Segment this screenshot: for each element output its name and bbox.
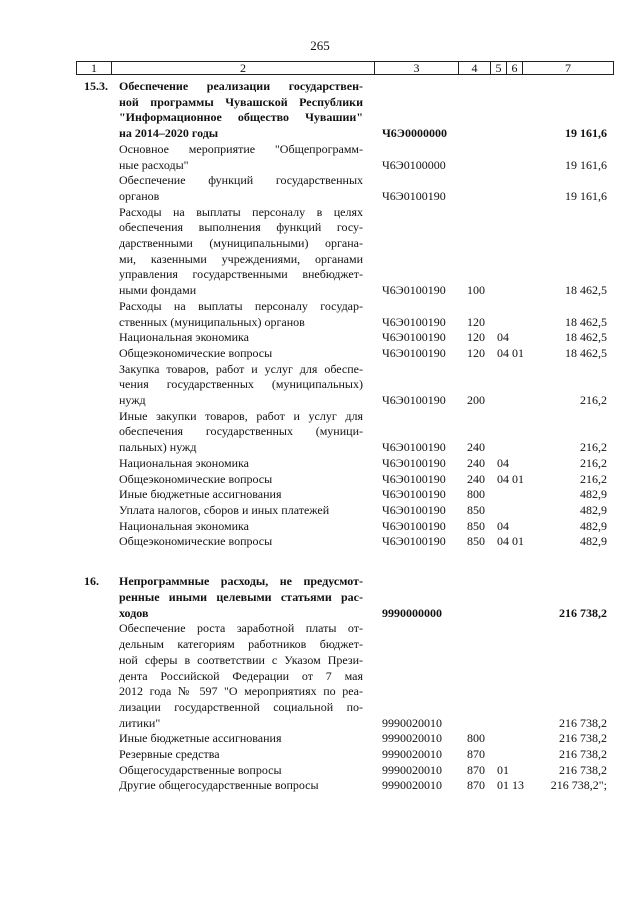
row-label-line: обеспечения государственных (муници-	[119, 424, 363, 439]
amount: 19 161,6	[565, 188, 607, 203]
amount: 18 462,5	[565, 330, 607, 345]
text-line	[0, 110, 640, 125]
text-line	[0, 220, 640, 235]
row-label-line: Обеспечение роста заработной платы от-	[119, 621, 363, 636]
target-code: Ч6Э0100190	[382, 534, 446, 549]
text-line	[0, 299, 640, 314]
row-label: Уплата налогов, сборов и иных платежей	[119, 502, 330, 517]
header-col-1: 1	[77, 62, 112, 75]
text-line	[0, 700, 640, 715]
text-line	[0, 126, 640, 141]
target-code: Ч6Э0100190	[382, 502, 446, 517]
text-line	[0, 142, 640, 157]
amount: 19 161,6	[565, 157, 607, 172]
row-label-line: лизации государственной социальной по-	[119, 699, 363, 714]
text-line	[0, 716, 640, 731]
expense-type: 240	[467, 471, 485, 486]
text-line	[0, 456, 640, 471]
expense-type: 850	[467, 502, 485, 517]
amount: 18 462,5	[565, 345, 607, 360]
amount: 216,2	[580, 471, 607, 486]
row-label-line: Расходы на выплаты персоналу в целях	[119, 204, 363, 219]
row-label: Иные бюджетные ассигнования	[119, 731, 282, 746]
row-label: Общегосударственные вопросы	[119, 762, 282, 777]
amount: 482,9	[580, 502, 607, 517]
section-subsection: 01 13	[497, 778, 524, 793]
section-number: 15.3.	[84, 79, 108, 93]
row-label: ные расходы"	[119, 157, 189, 172]
row-label: Национальная экономика	[119, 330, 249, 345]
expense-type: 240	[467, 440, 485, 455]
text-line	[0, 158, 640, 173]
table-header	[76, 61, 614, 75]
expense-type: 870	[467, 747, 485, 762]
row-label-line: Обеспечение функций государственных	[119, 173, 363, 188]
row-label-line: ной сферы в соответствии с Указом Прези-	[119, 652, 363, 667]
text-line	[0, 330, 640, 345]
row-label: пальных) нужд	[119, 440, 197, 455]
amount: 216 738,2	[559, 731, 607, 746]
text-line	[0, 362, 640, 377]
amount: 216,2	[580, 393, 607, 407]
section-title-line: ной программы Чувашской Республики	[119, 94, 363, 109]
target-code: Ч6Э0100190	[382, 188, 446, 203]
target-code: Ч6Э0100190	[382, 345, 446, 360]
text-line	[0, 315, 640, 330]
text-line	[0, 205, 640, 220]
text-line	[0, 283, 640, 298]
target-code: Ч6Э0100190	[382, 455, 446, 470]
text-line	[0, 409, 640, 424]
text-line	[0, 95, 640, 110]
section-subsection: 04 01	[497, 471, 524, 486]
row-label: ственных (муниципальных) органов	[119, 314, 305, 329]
target-code: Ч6Э0100190	[382, 487, 446, 502]
target-code: Ч6Э0000000	[382, 126, 447, 141]
row-label-line: Основное мероприятие "Общепрограмм-	[119, 141, 363, 156]
row-label-line: Закупка товаров, работ и услуг для обеспе-	[119, 361, 363, 376]
expense-type: 240	[467, 455, 485, 470]
header-col-7: 7	[523, 62, 614, 75]
expense-type: 850	[467, 534, 485, 549]
amount: 216 738,2	[559, 762, 607, 777]
amount: 19 161,6	[565, 126, 607, 141]
expense-type: 870	[467, 762, 485, 777]
target-code: 9990000000	[382, 605, 442, 620]
row-label-line: Иные закупки товаров, работ и услуг для	[119, 408, 363, 423]
section-subsection: 04	[497, 455, 509, 470]
text-line	[0, 684, 640, 699]
row-label: литики"	[119, 715, 161, 730]
text-line	[0, 472, 640, 487]
text-line	[0, 346, 640, 361]
row-label-line: чения государственных (муниципальных)	[119, 377, 363, 392]
header-col-4: 4	[459, 62, 491, 75]
text-line	[0, 606, 640, 621]
target-code: Ч6Э0100190	[382, 518, 446, 533]
section-subsection: 04 01	[497, 345, 524, 360]
target-code: Ч6Э0100190	[382, 330, 446, 345]
row-label-line: управления государственными внебюджет-	[119, 267, 363, 282]
text-line	[0, 590, 640, 605]
section-title-line: "Информационное общество Чувашии"	[119, 110, 363, 125]
amount: 216 738,2";	[550, 778, 607, 793]
text-line	[0, 440, 640, 455]
row-label-line: дента Российской Федерации от 7 мая	[119, 668, 363, 683]
section-subsection: 04	[497, 518, 509, 533]
page-number: 265	[310, 38, 330, 53]
target-code: Ч6Э0100190	[382, 471, 446, 486]
section-title-line: ренные иными целевыми статьями рас-	[119, 590, 363, 605]
row-label: Национальная экономика	[119, 518, 249, 533]
target-code: 9990020010	[382, 778, 442, 793]
expense-type: 100	[467, 283, 485, 298]
target-code: Ч6Э0100190	[382, 314, 446, 329]
text-line	[0, 189, 640, 204]
expense-type: 120	[467, 330, 485, 345]
row-label-line: дарственными (муниципальными) органа-	[119, 236, 363, 250]
text-line	[0, 669, 640, 684]
amount: 482,9	[580, 534, 607, 549]
expense-type: 870	[467, 778, 485, 793]
target-code: 9990020010	[382, 762, 442, 777]
section-subsection: 04 01	[497, 534, 524, 549]
target-code: Ч6Э0100190	[382, 440, 446, 455]
expense-type: 120	[467, 345, 485, 360]
amount: 482,9	[580, 487, 607, 502]
text-line	[0, 503, 640, 518]
text-line	[0, 252, 640, 267]
text-line	[0, 747, 640, 762]
expense-type: 850	[467, 518, 485, 533]
section-title: ходов	[119, 605, 149, 620]
row-label-line: обеспечения выполнения функций госу-	[119, 220, 363, 235]
row-label: Резервные средства	[119, 747, 220, 762]
section-subsection: 04	[497, 330, 509, 345]
row-label: Другие общегосударственные вопросы	[119, 778, 319, 793]
row-label-line: 2012 года № 597 "О мероприятиях по реа-	[119, 684, 363, 699]
header-col-5: 5	[491, 62, 507, 75]
text-line	[0, 778, 640, 793]
row-label-line: ми, казенными учреждениями, органами	[119, 251, 363, 266]
text-line	[0, 377, 640, 392]
amount: 18 462,5	[565, 283, 607, 298]
text-line	[0, 79, 640, 94]
target-code: Ч6Э0100000	[382, 157, 446, 172]
expense-type: 800	[467, 487, 485, 502]
target-code: 9990020010	[382, 747, 442, 762]
section-subsection: 01	[497, 762, 509, 777]
text-line	[0, 763, 640, 778]
expense-type: 120	[467, 314, 485, 329]
text-line	[0, 173, 640, 188]
text-line	[0, 267, 640, 282]
header-col-6: 6	[507, 62, 523, 75]
text-line	[0, 731, 640, 746]
amount: 216 738,2	[559, 747, 607, 762]
amount: 482,9	[580, 518, 607, 533]
amount: 18 462,5	[565, 314, 607, 329]
amount: 216 738,2	[559, 715, 607, 730]
text-line	[0, 637, 640, 652]
text-line	[0, 236, 640, 251]
row-label: нужд	[119, 393, 146, 407]
amount: 216,2	[580, 455, 607, 470]
amount: 216 738,2	[559, 605, 607, 620]
text-line	[0, 393, 640, 408]
section-title: на 2014–2020 годы	[119, 126, 219, 141]
text-line	[0, 487, 640, 502]
text-line	[0, 621, 640, 636]
section-number: 16.	[84, 574, 99, 589]
text-line	[0, 653, 640, 668]
row-label: ными фондами	[119, 283, 197, 298]
row-label: Национальная экономика	[119, 455, 249, 470]
amount: 216,2	[580, 440, 607, 455]
text-line	[0, 424, 640, 439]
target-code: Ч6Э0100190	[382, 283, 446, 298]
section-title-line: Непрограммные расходы, не предусмот-	[119, 574, 363, 589]
target-code: 9990020010	[382, 731, 442, 746]
target-code: Ч6Э0100190	[382, 393, 446, 407]
row-label-line: дельным категориям работников бюджет-	[119, 637, 363, 652]
row-label: Иные бюджетные ассигнования	[119, 487, 282, 502]
target-code: 9990020010	[382, 715, 442, 730]
section-title-line: Обеспечение реализации государствен-	[119, 79, 363, 93]
text-line	[0, 534, 640, 549]
header-col-3: 3	[375, 62, 459, 75]
row-label-line: Расходы на выплаты персоналу государ-	[119, 298, 363, 313]
text-line	[0, 519, 640, 534]
expense-type: 800	[467, 731, 485, 746]
row-label: Общеэкономические вопросы	[119, 345, 273, 360]
text-line	[0, 574, 640, 589]
row-label: Общеэкономические вопросы	[119, 534, 273, 549]
row-label: Общеэкономические вопросы	[119, 471, 273, 486]
header-col-2: 2	[112, 62, 375, 75]
expense-type: 200	[467, 393, 485, 407]
row-label: органов	[119, 188, 160, 203]
